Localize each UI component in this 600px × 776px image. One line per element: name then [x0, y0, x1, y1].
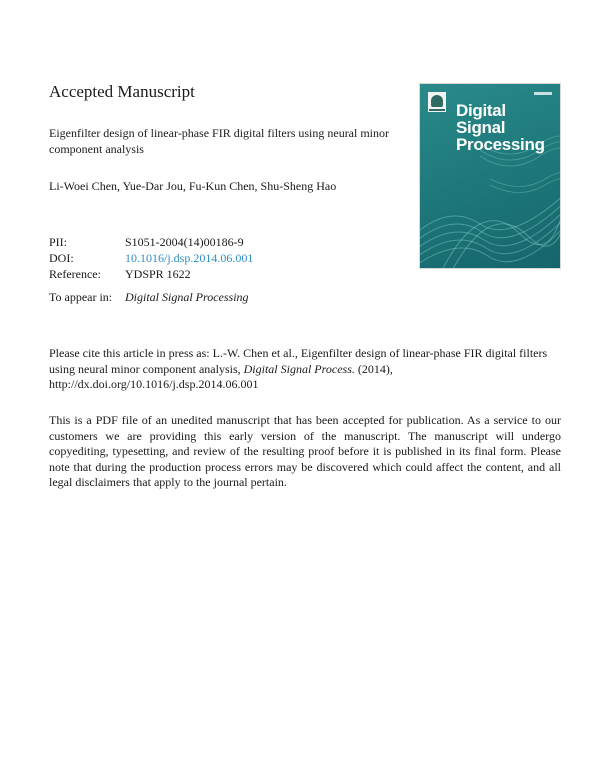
manuscript-notice: This is a PDF file of an unedited manuscript that has been accepted for publication. As a service to our customers we are providing this early version of the manuscript. The manuscript will undergo copyediting, typesetting, and review of the resulting proof before it is published in its final form. Please note that during the production process errors may be discovered which could affect the content, and all legal disclaimers that apply to the journal pertain.	[49, 413, 561, 489]
doi-row	[49, 250, 253, 266]
journal-cover	[420, 84, 560, 268]
appear-label: To appear in:	[49, 290, 113, 304]
reference-row	[49, 266, 253, 282]
cover-title-line3: Processing	[456, 135, 545, 154]
cover-title-line2: Signal	[456, 118, 506, 137]
citation-journal: Digital Signal Process.	[243, 361, 355, 376]
article-metadata	[49, 234, 253, 282]
citation-text	[49, 346, 559, 393]
appear-journal: Digital Signal Processing	[125, 290, 249, 304]
reference-value: YDSPR 1622	[125, 267, 191, 281]
article-title: Eigenfilter design of linear-phase FIR digital filters using neural minor component analysis	[49, 126, 390, 156]
pii-label: PII:	[49, 235, 67, 249]
elsevier-tree-icon	[428, 92, 446, 112]
doi-link[interactable]: 10.1016/j.dsp.2014.06.001	[125, 251, 254, 265]
reference-label: Reference:	[49, 267, 101, 281]
citation-prefix: Please cite this article in press as: L.-W. Chen et al., Eigenfilter design of linear-phase FIR digital filters using neural minor component analysis,	[49, 346, 548, 376]
cover-title-line1: Digital	[456, 101, 506, 120]
cover-journal-title	[456, 102, 554, 153]
pii-value: S1051-2004(14)00186-9	[125, 235, 244, 249]
doi-label: DOI:	[49, 251, 74, 265]
article-authors: Li-Woei Chen, Yue-Dar Jou, Fu-Kun Chen, Shu-Sheng Hao	[49, 179, 337, 193]
pii-row	[49, 234, 253, 250]
citation-suffix: (2014), http://dx.doi.org/10.1016/j.dsp.2014.06.001	[49, 361, 393, 391]
appear-in	[49, 290, 249, 305]
manuscript-heading: Accepted Manuscript	[49, 82, 195, 101]
cover-issn-mark	[534, 92, 552, 95]
